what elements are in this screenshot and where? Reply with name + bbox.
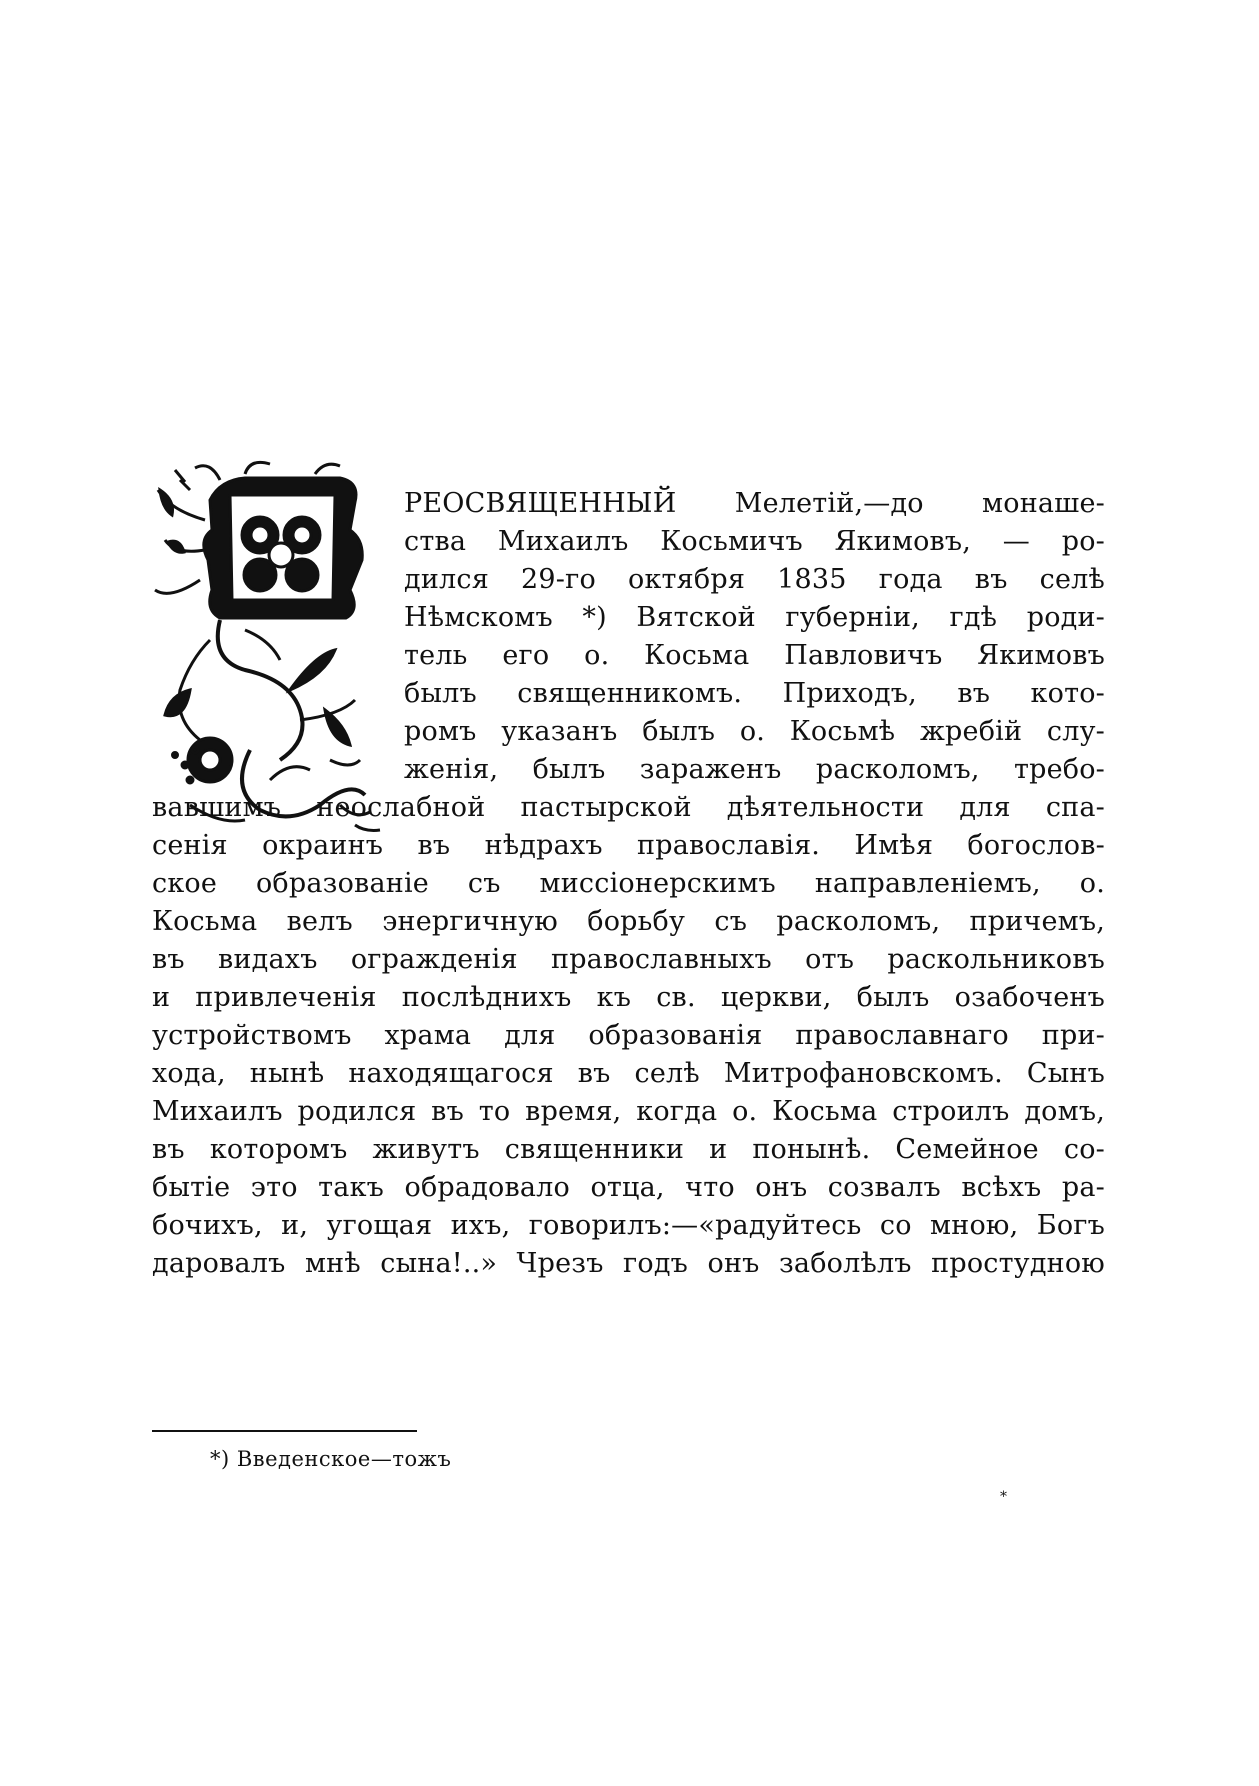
text-line: Косьма велъ энергичную борьбу съ расколомъ, причемъ, — [152, 906, 1105, 937]
text-line: бочихъ, и, угощая ихъ, говорилъ:—«радуйтесь со мною, Богъ — [152, 1210, 1105, 1241]
text-line: тель его о. Косьма Павловичъ Якимовъ — [404, 640, 1105, 671]
text-line: Михаилъ родился въ то время, когда о. Косьма строилъ домъ, — [152, 1096, 1105, 1127]
text-line: РЕОСВЯЩЕННЫЙ Мелетій,—до монаше- — [404, 488, 1105, 519]
text-line: хода, нынѣ находящагося въ селѣ Митрофановскомъ. Сынъ — [152, 1058, 1105, 1089]
text-line: сенія окраинъ въ нѣдрахъ православія. Имѣя богослов- — [152, 830, 1105, 861]
text-line: устройствомъ храма для образованія православнаго при- — [152, 1020, 1105, 1051]
text-line: ское образованіе съ миссіонерскимъ направленіемъ, о. — [152, 868, 1105, 899]
text-line: былъ священникомъ. Приходъ, въ кото- — [404, 678, 1105, 709]
text-line: ромъ указанъ былъ о. Косьмѣ жребій слу- — [404, 716, 1105, 747]
footnote: *) Введенское—тожъ — [210, 1447, 452, 1471]
text-line: ства Михаилъ Косьмичъ Якимовъ, — ро- — [404, 526, 1105, 557]
text-line: и привлеченія послѣднихъ къ св. церкви, былъ озабоченъ — [152, 982, 1105, 1013]
ornament-icon — [150, 460, 395, 845]
text-line: женія, былъ зараженъ расколомъ, требо- — [404, 754, 1105, 785]
text-line: въ которомъ живутъ священники и понынѣ. Семейное со- — [152, 1134, 1105, 1165]
text-line: Нѣмскомъ *) Вятской губерніи, гдѣ роди- — [404, 602, 1105, 633]
signature-mark: * — [1000, 1489, 1007, 1505]
text-line: бытіе это такъ обрадовало отца, что онъ созвалъ всѣхъ ра- — [152, 1172, 1105, 1203]
text-line: дился 29-го октября 1835 года въ селѣ — [404, 564, 1105, 595]
text-line: даровалъ мнѣ сына!..» Чрезъ годъ онъ заболѣлъ простудною — [152, 1248, 1105, 1279]
decorative-initial-letter — [150, 460, 395, 845]
text-line: въ видахъ огражденія православныхъ отъ раскольниковъ — [152, 944, 1105, 975]
footnote-divider — [152, 1430, 417, 1432]
text-line: вавшимъ неослабной пастырской дѣятельности для спа- — [152, 792, 1105, 823]
